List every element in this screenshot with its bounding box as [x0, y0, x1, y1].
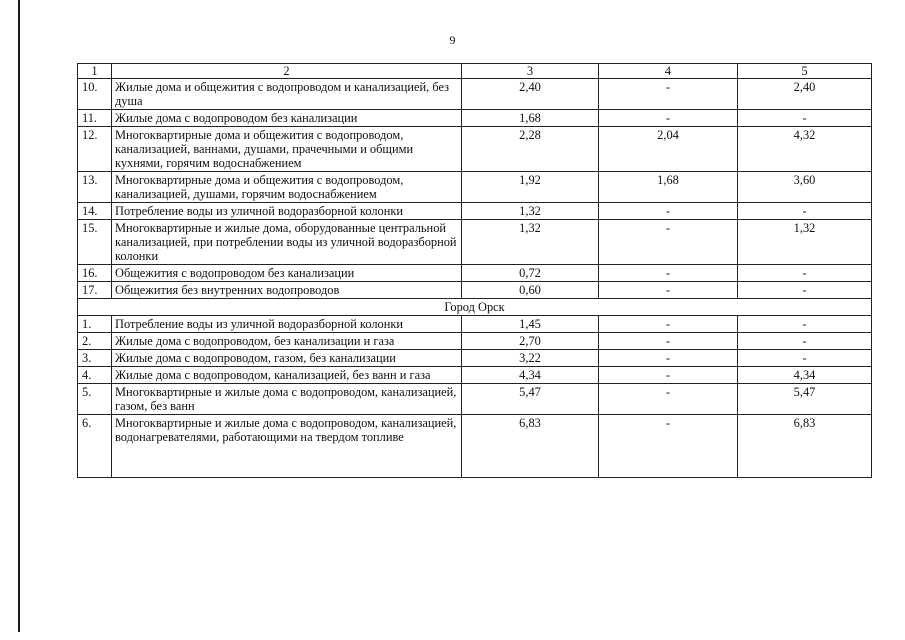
table-row	[78, 110, 872, 127]
row-value-col3-cell: 1,92	[462, 172, 599, 203]
row-value-col3-cell: 4,34	[462, 367, 599, 384]
row-description-cell: Жилые дома с водопроводом, газом, без канализации	[112, 350, 462, 367]
row-value-col5-cell: 4,32	[738, 127, 872, 172]
section-row	[78, 299, 872, 316]
row-value-col5-cell: 3,60	[738, 172, 872, 203]
row-number-cell: 10.	[78, 79, 112, 110]
table-row	[78, 172, 872, 203]
table-row	[78, 265, 872, 282]
row-value-col4-cell: -	[599, 282, 738, 299]
table-row	[78, 203, 872, 220]
row-number-cell: 15.	[78, 220, 112, 265]
row-description-cell: Жилые дома и общежития с водопроводом и канализацией, без душа	[112, 79, 462, 110]
row-number-cell: 1.	[78, 316, 112, 333]
section-title: Город Орск	[78, 299, 872, 316]
table-row	[78, 79, 872, 110]
column-header-3: 3	[462, 64, 599, 79]
row-description-cell: Многоквартирные дома и общежития с водопроводом, канализацией, душами, горячим водоснабжением	[112, 172, 462, 203]
row-value-col4-cell: -	[599, 79, 738, 110]
row-value-col4-cell: -	[599, 350, 738, 367]
scan-margin-line	[18, 0, 20, 632]
row-value-col4-cell: -	[599, 384, 738, 415]
table-row	[78, 384, 872, 415]
row-number-cell: 5.	[78, 384, 112, 415]
table-header-row	[78, 64, 872, 79]
row-value-col4-cell: -	[599, 415, 738, 478]
row-description-cell: Многоквартирные и жилые дома с водопроводом, канализацией, водонагревателями, работающими на твердом топливе	[112, 415, 462, 478]
row-number-cell: 12.	[78, 127, 112, 172]
row-value-col5-cell: -	[738, 350, 872, 367]
table-row	[78, 220, 872, 265]
row-number-cell: 11.	[78, 110, 112, 127]
row-description-cell: Жилые дома с водопроводом, канализацией, без ванн и газа	[112, 367, 462, 384]
row-number-cell: 14.	[78, 203, 112, 220]
row-value-col4-cell: -	[599, 265, 738, 282]
row-value-col5-cell: -	[738, 110, 872, 127]
column-header-1: 1	[78, 64, 112, 79]
row-value-col3-cell: 3,22	[462, 350, 599, 367]
row-value-col5-cell: 6,83	[738, 415, 872, 478]
row-number-cell: 13.	[78, 172, 112, 203]
row-value-col3-cell: 6,83	[462, 415, 599, 478]
column-header-4: 4	[599, 64, 738, 79]
row-value-col4-cell: 1,68	[599, 172, 738, 203]
row-description-cell: Жилые дома с водопроводом, без канализации и газа	[112, 333, 462, 350]
row-value-col3-cell: 0,60	[462, 282, 599, 299]
row-value-col4-cell: -	[599, 316, 738, 333]
row-value-col5-cell: -	[738, 316, 872, 333]
row-description-cell: Общежития с водопроводом без канализации	[112, 265, 462, 282]
page-number: 9	[449, 33, 456, 47]
row-value-col4-cell: -	[599, 203, 738, 220]
row-number-cell: 4.	[78, 367, 112, 384]
row-description-cell: Жилые дома с водопроводом без канализации	[112, 110, 462, 127]
row-value-col3-cell: 5,47	[462, 384, 599, 415]
row-description-cell: Многоквартирные и жилые дома с водопроводом, канализацией, газом, без ванн	[112, 384, 462, 415]
row-value-col3-cell: 1,45	[462, 316, 599, 333]
row-value-col4-cell: 2,04	[599, 127, 738, 172]
row-description-cell: Многоквартирные дома и общежития с водопроводом, канализацией, ваннами, душами, прачечными и общими кухнями, горячим водоснабжением	[112, 127, 462, 172]
row-value-col5-cell: -	[738, 203, 872, 220]
row-description-cell: Многоквартирные и жилые дома, оборудованные центральной канализацией, при потреблении воды из уличной водоразборной колонки	[112, 220, 462, 265]
table-row	[78, 333, 872, 350]
table-row	[78, 316, 872, 333]
row-value-col4-cell: -	[599, 367, 738, 384]
row-number-cell: 2.	[78, 333, 112, 350]
row-number-cell: 3.	[78, 350, 112, 367]
row-description-cell: Потребление воды из уличной водоразборной колонки	[112, 203, 462, 220]
row-value-col5-cell: -	[738, 265, 872, 282]
row-description-cell: Потребление воды из уличной водоразборной колонки	[112, 316, 462, 333]
table-row	[78, 127, 872, 172]
row-value-col3-cell: 1,32	[462, 220, 599, 265]
row-value-col5-cell: 4,34	[738, 367, 872, 384]
row-value-col4-cell: -	[599, 333, 738, 350]
row-value-col3-cell: 1,68	[462, 110, 599, 127]
column-header-2: 2	[112, 64, 462, 79]
row-value-col3-cell: 0,72	[462, 265, 599, 282]
column-header-5: 5	[738, 64, 872, 79]
row-value-col3-cell: 2,40	[462, 79, 599, 110]
row-value-col5-cell: -	[738, 282, 872, 299]
row-value-col3-cell: 2,70	[462, 333, 599, 350]
table-row	[78, 282, 872, 299]
row-value-col3-cell: 2,28	[462, 127, 599, 172]
water-consumption-table	[77, 63, 872, 478]
row-number-cell: 6.	[78, 415, 112, 478]
row-value-col5-cell: 2,40	[738, 79, 872, 110]
row-value-col3-cell: 1,32	[462, 203, 599, 220]
table-row	[78, 350, 872, 367]
row-value-col4-cell: -	[599, 220, 738, 265]
row-description-cell: Общежития без внутренних водопроводов	[112, 282, 462, 299]
table-row	[78, 367, 872, 384]
table-row	[78, 415, 872, 478]
row-number-cell: 17.	[78, 282, 112, 299]
row-value-col5-cell: 1,32	[738, 220, 872, 265]
row-number-cell: 16.	[78, 265, 112, 282]
row-value-col5-cell: -	[738, 333, 872, 350]
row-value-col4-cell: -	[599, 110, 738, 127]
row-value-col5-cell: 5,47	[738, 384, 872, 415]
